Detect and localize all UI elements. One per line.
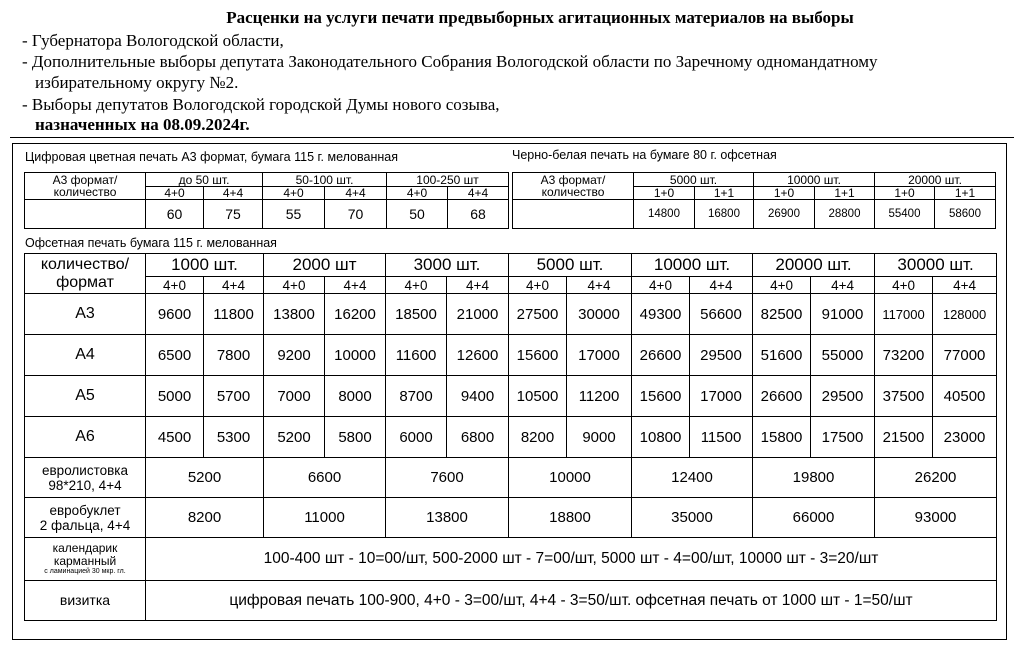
bw-print-table bbox=[512, 172, 996, 229]
offset-price: 21500 bbox=[875, 417, 933, 458]
offset-price: 21000 bbox=[447, 294, 509, 335]
eurobooklet-price: 13800 bbox=[386, 498, 509, 538]
offset-price: 12600 bbox=[447, 335, 509, 376]
eurolist-price: 12400 bbox=[632, 458, 753, 498]
offset-price: 10000 bbox=[325, 335, 386, 376]
digital-empty-cell bbox=[25, 200, 146, 229]
digital-side: 4+4 bbox=[325, 187, 387, 200]
digital-price: 50 bbox=[387, 200, 448, 229]
offset-price: 11200 bbox=[567, 376, 632, 417]
offset-price: 9400 bbox=[447, 376, 509, 417]
offset-price: 30000 bbox=[567, 294, 632, 335]
offset-price: 40500 bbox=[933, 376, 997, 417]
digital-side: 4+4 bbox=[204, 187, 263, 200]
offset-side: 4+0 bbox=[875, 277, 933, 294]
offset-price: 128000 bbox=[933, 294, 997, 335]
election-line-city-duma: - Выборы депутатов Вологодской городской Думы нового созыва, bbox=[22, 95, 500, 114]
offset-price: 10500 bbox=[509, 376, 567, 417]
page-title: Расценки на услуги печати предвыборных агитационных материалов на выборы bbox=[226, 8, 854, 27]
bw-group: 20000 шт. bbox=[875, 173, 996, 187]
offset-qty: 30000 шт. bbox=[875, 254, 997, 277]
digital-side: 4+0 bbox=[263, 187, 325, 200]
offset-format-label: А5 bbox=[25, 376, 146, 417]
eurolist-label-line2: 98*210, 4+4 bbox=[48, 477, 122, 493]
offset-price: 37500 bbox=[875, 376, 933, 417]
digital-price: 60 bbox=[146, 200, 204, 229]
offset-head-cell bbox=[25, 254, 146, 294]
calendar-label-line1: календарик bbox=[52, 541, 118, 555]
offset-price: 8200 bbox=[509, 417, 567, 458]
offset-price: 18500 bbox=[386, 294, 447, 335]
offset-price: 117000 bbox=[875, 294, 933, 335]
offset-side: 4+4 bbox=[567, 277, 632, 294]
offset-price: 77000 bbox=[933, 335, 997, 376]
offset-qty: 2000 шт bbox=[264, 254, 386, 277]
bw-print-caption: Черно-белая печать на бумаге 80 г. офсетная bbox=[512, 148, 777, 162]
offset-side: 4+4 bbox=[447, 277, 509, 294]
offset-price: 5800 bbox=[325, 417, 386, 458]
offset-qty: 1000 шт. bbox=[146, 254, 264, 277]
bw-price: 58600 bbox=[935, 200, 996, 229]
offset-side: 4+4 bbox=[325, 277, 386, 294]
offset-format-label: А3 bbox=[25, 294, 146, 335]
digital-head-qty: количество bbox=[53, 185, 117, 199]
bw-price: 26900 bbox=[754, 200, 815, 229]
offset-price: 29500 bbox=[811, 376, 875, 417]
digital-print-table bbox=[24, 172, 509, 229]
offset-price: 13800 bbox=[264, 294, 325, 335]
offset-price: 5700 bbox=[204, 376, 264, 417]
digital-head-cell bbox=[25, 173, 146, 200]
bw-side: 1+0 bbox=[875, 187, 935, 200]
offset-price: 7000 bbox=[264, 376, 325, 417]
offset-price: 17500 bbox=[811, 417, 875, 458]
offset-price: 5000 bbox=[146, 376, 204, 417]
offset-side: 4+0 bbox=[386, 277, 447, 294]
digital-head-format: А3 формат/ bbox=[52, 173, 118, 187]
business-card-label: визитка bbox=[25, 581, 146, 621]
eurobooklet-price: 66000 bbox=[753, 498, 875, 538]
offset-price: 27500 bbox=[509, 294, 567, 335]
offset-price: 23000 bbox=[933, 417, 997, 458]
digital-side: 4+4 bbox=[448, 187, 509, 200]
offset-price: 49300 bbox=[632, 294, 690, 335]
offset-price: 11500 bbox=[690, 417, 753, 458]
eurolist-price: 19800 bbox=[753, 458, 875, 498]
digital-group: 100-250 шт bbox=[387, 173, 509, 187]
bw-side: 1+0 bbox=[754, 187, 815, 200]
offset-price: 73200 bbox=[875, 335, 933, 376]
offset-format-label: А6 bbox=[25, 417, 146, 458]
bw-head-format: А3 формат/ bbox=[540, 173, 606, 187]
bw-price: 55400 bbox=[875, 200, 935, 229]
offset-price: 5300 bbox=[204, 417, 264, 458]
election-line-additional-cont: избирательному округу №2. bbox=[35, 73, 239, 92]
bw-side: 1+1 bbox=[935, 187, 996, 200]
calendar-label-line2: карманный bbox=[53, 554, 117, 568]
bw-head-cell bbox=[513, 173, 634, 200]
eurolist-price: 7600 bbox=[386, 458, 509, 498]
eurolist-label-line1: евролистовка bbox=[42, 462, 128, 478]
offset-qty: 3000 шт. bbox=[386, 254, 509, 277]
offset-price: 91000 bbox=[811, 294, 875, 335]
offset-price: 6500 bbox=[146, 335, 204, 376]
offset-print-caption: Офсетная печать бумага 115 г. мелованная bbox=[25, 236, 277, 250]
bw-group: 10000 шт. bbox=[754, 173, 875, 187]
eurobooklet-label-line1: евробуклет bbox=[49, 502, 121, 518]
offset-side: 4+0 bbox=[509, 277, 567, 294]
election-date: назначенных на 08.09.2024г. bbox=[35, 115, 250, 134]
bw-side: 1+0 bbox=[634, 187, 695, 200]
offset-side: 4+4 bbox=[204, 277, 264, 294]
offset-price: 26600 bbox=[632, 335, 690, 376]
digital-side: 4+0 bbox=[146, 187, 204, 200]
offset-price: 16200 bbox=[325, 294, 386, 335]
offset-price: 5200 bbox=[264, 417, 325, 458]
offset-head-format: формат bbox=[56, 273, 114, 291]
bw-price: 16800 bbox=[695, 200, 754, 229]
eurobooklet-price: 35000 bbox=[632, 498, 753, 538]
bw-head-qty: количество bbox=[541, 185, 605, 199]
bw-side: 1+1 bbox=[695, 187, 754, 200]
digital-price: 70 bbox=[325, 200, 387, 229]
eurobooklet-price: 18800 bbox=[509, 498, 632, 538]
offset-price: 6000 bbox=[386, 417, 447, 458]
offset-price: 10800 bbox=[632, 417, 690, 458]
offset-price: 9200 bbox=[264, 335, 325, 376]
digital-price: 55 bbox=[263, 200, 325, 229]
offset-price: 15800 bbox=[753, 417, 811, 458]
offset-side: 4+4 bbox=[690, 277, 753, 294]
bw-group: 5000 шт. bbox=[634, 173, 754, 187]
offset-price: 51600 bbox=[753, 335, 811, 376]
offset-price: 4500 bbox=[146, 417, 204, 458]
offset-side: 4+4 bbox=[811, 277, 875, 294]
business-card-prices: цифровая печать 100-900, 4+0 - 3=00/шт, 4+4 - 3=50/шт. офсетная печать от 1000 шт - 1=50/шт bbox=[146, 581, 997, 621]
eurobooklet-price: 8200 bbox=[146, 498, 264, 538]
offset-price: 7800 bbox=[204, 335, 264, 376]
offset-price: 56600 bbox=[690, 294, 753, 335]
election-line-governor: - Губернатора Вологодской области, bbox=[22, 31, 284, 50]
offset-side: 4+0 bbox=[146, 277, 204, 294]
offset-price: 11800 bbox=[204, 294, 264, 335]
offset-price: 9600 bbox=[146, 294, 204, 335]
digital-print-caption: Цифровая цветная печать А3 формат, бумага 115 г. мелованная bbox=[25, 150, 398, 164]
election-line-additional: - Дополнительные выборы депутата Законодательного Собрания Вологодской области по Заречному одномандатному bbox=[22, 52, 878, 71]
digital-side: 4+0 bbox=[387, 187, 448, 200]
offset-qty: 10000 шт. bbox=[632, 254, 753, 277]
offset-price: 26600 bbox=[753, 376, 811, 417]
bw-side: 1+1 bbox=[815, 187, 875, 200]
offset-side: 4+0 bbox=[632, 277, 690, 294]
eurobooklet-label-line2: 2 фальца, 4+4 bbox=[39, 517, 131, 533]
calendar-label bbox=[25, 538, 146, 581]
eurolist-price: 26200 bbox=[875, 458, 997, 498]
bw-price: 28800 bbox=[815, 200, 875, 229]
bw-empty-cell bbox=[513, 200, 634, 229]
offset-price: 9000 bbox=[567, 417, 632, 458]
calendar-label-note: с ламинацией 30 мкр. гл. bbox=[44, 568, 126, 575]
bw-price: 14800 bbox=[634, 200, 695, 229]
offset-format-label: А4 bbox=[25, 335, 146, 376]
offset-qty: 20000 шт. bbox=[753, 254, 875, 277]
offset-price: 17000 bbox=[567, 335, 632, 376]
eurolist-price: 6600 bbox=[264, 458, 386, 498]
offset-side: 4+0 bbox=[264, 277, 325, 294]
offset-price: 6800 bbox=[447, 417, 509, 458]
offset-side: 4+0 bbox=[753, 277, 811, 294]
offset-side: 4+4 bbox=[933, 277, 997, 294]
calendar-prices: 100-400 шт - 10=00/шт, 500-2000 шт - 7=00/шт, 5000 шт - 4=00/шт, 10000 шт - 3=20/шт bbox=[146, 538, 997, 581]
eurolist-label bbox=[25, 458, 146, 498]
eurolist-price: 10000 bbox=[509, 458, 632, 498]
offset-price: 8700 bbox=[386, 376, 447, 417]
offset-price: 29500 bbox=[690, 335, 753, 376]
digital-group: до 50 шт. bbox=[146, 173, 263, 187]
offset-head-qty: количество/ bbox=[40, 255, 130, 273]
offset-qty: 5000 шт. bbox=[509, 254, 632, 277]
digital-price: 68 bbox=[448, 200, 509, 229]
offset-price: 15600 bbox=[632, 376, 690, 417]
eurobooklet-price: 93000 bbox=[875, 498, 997, 538]
offset-price: 8000 bbox=[325, 376, 386, 417]
eurobooklet-label bbox=[25, 498, 146, 538]
offset-print-table bbox=[24, 253, 997, 621]
header-divider bbox=[10, 137, 1014, 138]
digital-group: 50-100 шт. bbox=[263, 173, 387, 187]
offset-price: 17000 bbox=[690, 376, 753, 417]
offset-price: 82500 bbox=[753, 294, 811, 335]
digital-price: 75 bbox=[204, 200, 263, 229]
offset-price: 55000 bbox=[811, 335, 875, 376]
eurolist-price: 5200 bbox=[146, 458, 264, 498]
offset-price: 15600 bbox=[509, 335, 567, 376]
offset-price: 11600 bbox=[386, 335, 447, 376]
eurobooklet-price: 11000 bbox=[264, 498, 386, 538]
